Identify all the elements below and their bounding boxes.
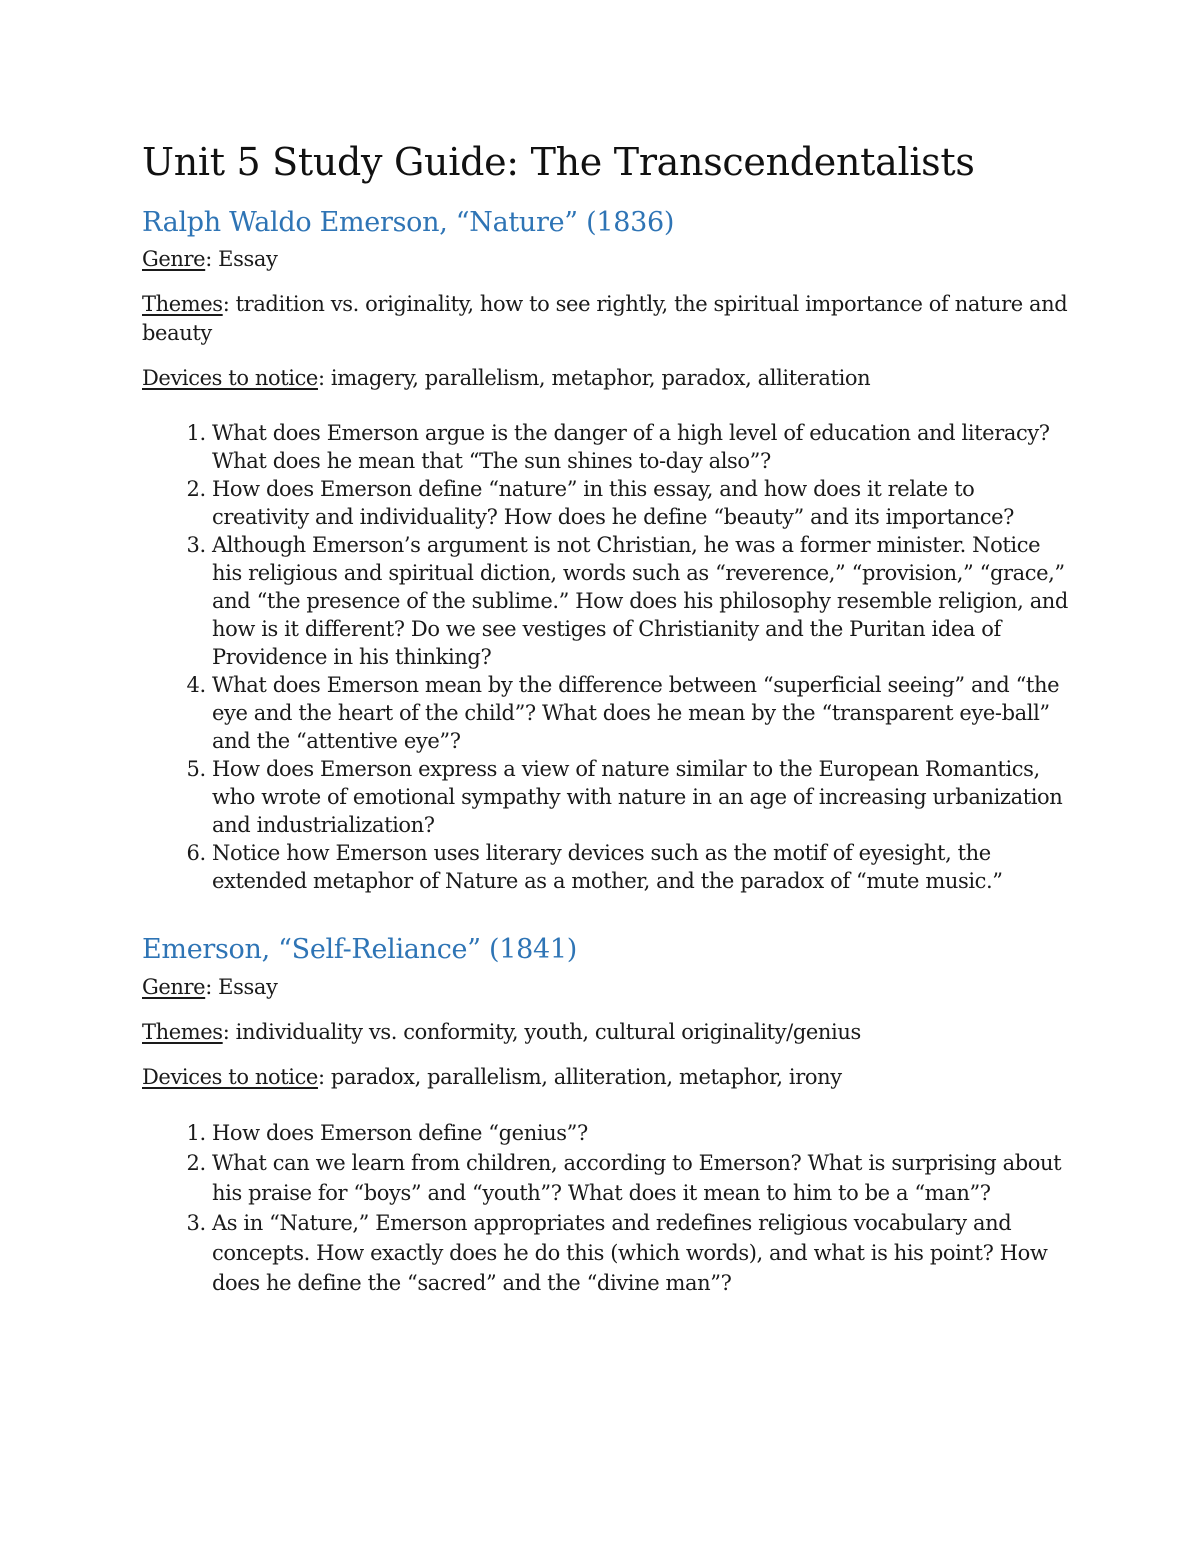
page-title: Unit 5 Study Guide: The Transcendentalists [142, 140, 975, 184]
section-nature [142, 206, 1072, 896]
genre-value: : Essay [205, 247, 278, 272]
themes-line [142, 290, 1072, 348]
themes-value: : individuality vs. conformity, youth, cultural originality/genius [222, 1020, 861, 1045]
section-heading: Ralph Waldo Emerson, “Nature” (1836) [142, 206, 675, 238]
themes-value: : tradition vs. originality, how to see rightly, the spiritual importance of nature and beauty [142, 292, 1068, 346]
question-item: 2. What can we learn from children, according to Emerson? What is surprising about his praise for “boys” and “youth”? What does it mean to him to be a “man”? [212, 1148, 1072, 1208]
genre-line [142, 245, 1072, 274]
themes-line [142, 1018, 1072, 1047]
genre-label: Genre [142, 247, 206, 272]
question-item: 1. What does Emerson argue is the danger of a high level of education and literacy? What does he mean that “The sun shines to-day also”? [212, 419, 1072, 475]
question-list [142, 419, 1072, 895]
question-item: 4. What does Emerson mean by the difference between “superficial seeing” and “the eye and the heart of the child”? What does he mean by the “transparent eye-ball” and the “attentive eye”? [212, 671, 1072, 755]
question-item: 3. As in “Nature,” Emerson appropriates and redefines religious vocabulary and concepts. How exactly does he do this (which words), and what is his point? How does he define the “sacred” and the “divine man”? [212, 1208, 1072, 1298]
question-item: 5. How does Emerson express a view of nature similar to the European Romantics, who wrote of emotional sympathy with nature in an age of increasing urbanization and industrialization? [212, 755, 1072, 839]
question-list [142, 1118, 1072, 1298]
devices-value: : paradox, parallelism, alliteration, metaphor, irony [317, 1065, 842, 1090]
question-item: 6. Notice how Emerson uses literary devices such as the motif of eyesight, the extended metaphor of Nature as a mother, and the paradox of “mute music.” [212, 839, 1072, 895]
themes-label: Themes [142, 292, 223, 317]
question-item: 2. How does Emerson define “nature” in this essay, and how does it relate to creativity and individuality? How does he define “beauty” and its importance? [212, 475, 1072, 531]
devices-label: Devices to notice [142, 366, 318, 391]
question-item: 3. Although Emerson’s argument is not Christian, he was a former minister. Notice his religious and spiritual diction, words such as “reverence,” “provision,” “grace,” and “the presence of the sublime.” How does his philosophy resemble religion, and how is it different? Do we see vestiges of Christianity and the Puritan idea of Providence in his thinking? [212, 531, 1072, 671]
section-self-reliance [142, 933, 1072, 1298]
devices-line [142, 364, 1072, 393]
section-heading: Emerson, “Self-Reliance” (1841) [142, 934, 577, 966]
devices-value: : imagery, parallelism, metaphor, paradox, alliteration [317, 366, 871, 391]
question-item: 1. How does Emerson define “genius”? [212, 1118, 1072, 1148]
document-page [142, 140, 1072, 1336]
genre-value: : Essay [205, 975, 278, 1000]
themes-label: Themes [142, 1020, 223, 1045]
genre-label: Genre [142, 975, 206, 1000]
genre-line [142, 973, 1072, 1002]
devices-line [142, 1063, 1072, 1092]
devices-label: Devices to notice [142, 1065, 318, 1090]
